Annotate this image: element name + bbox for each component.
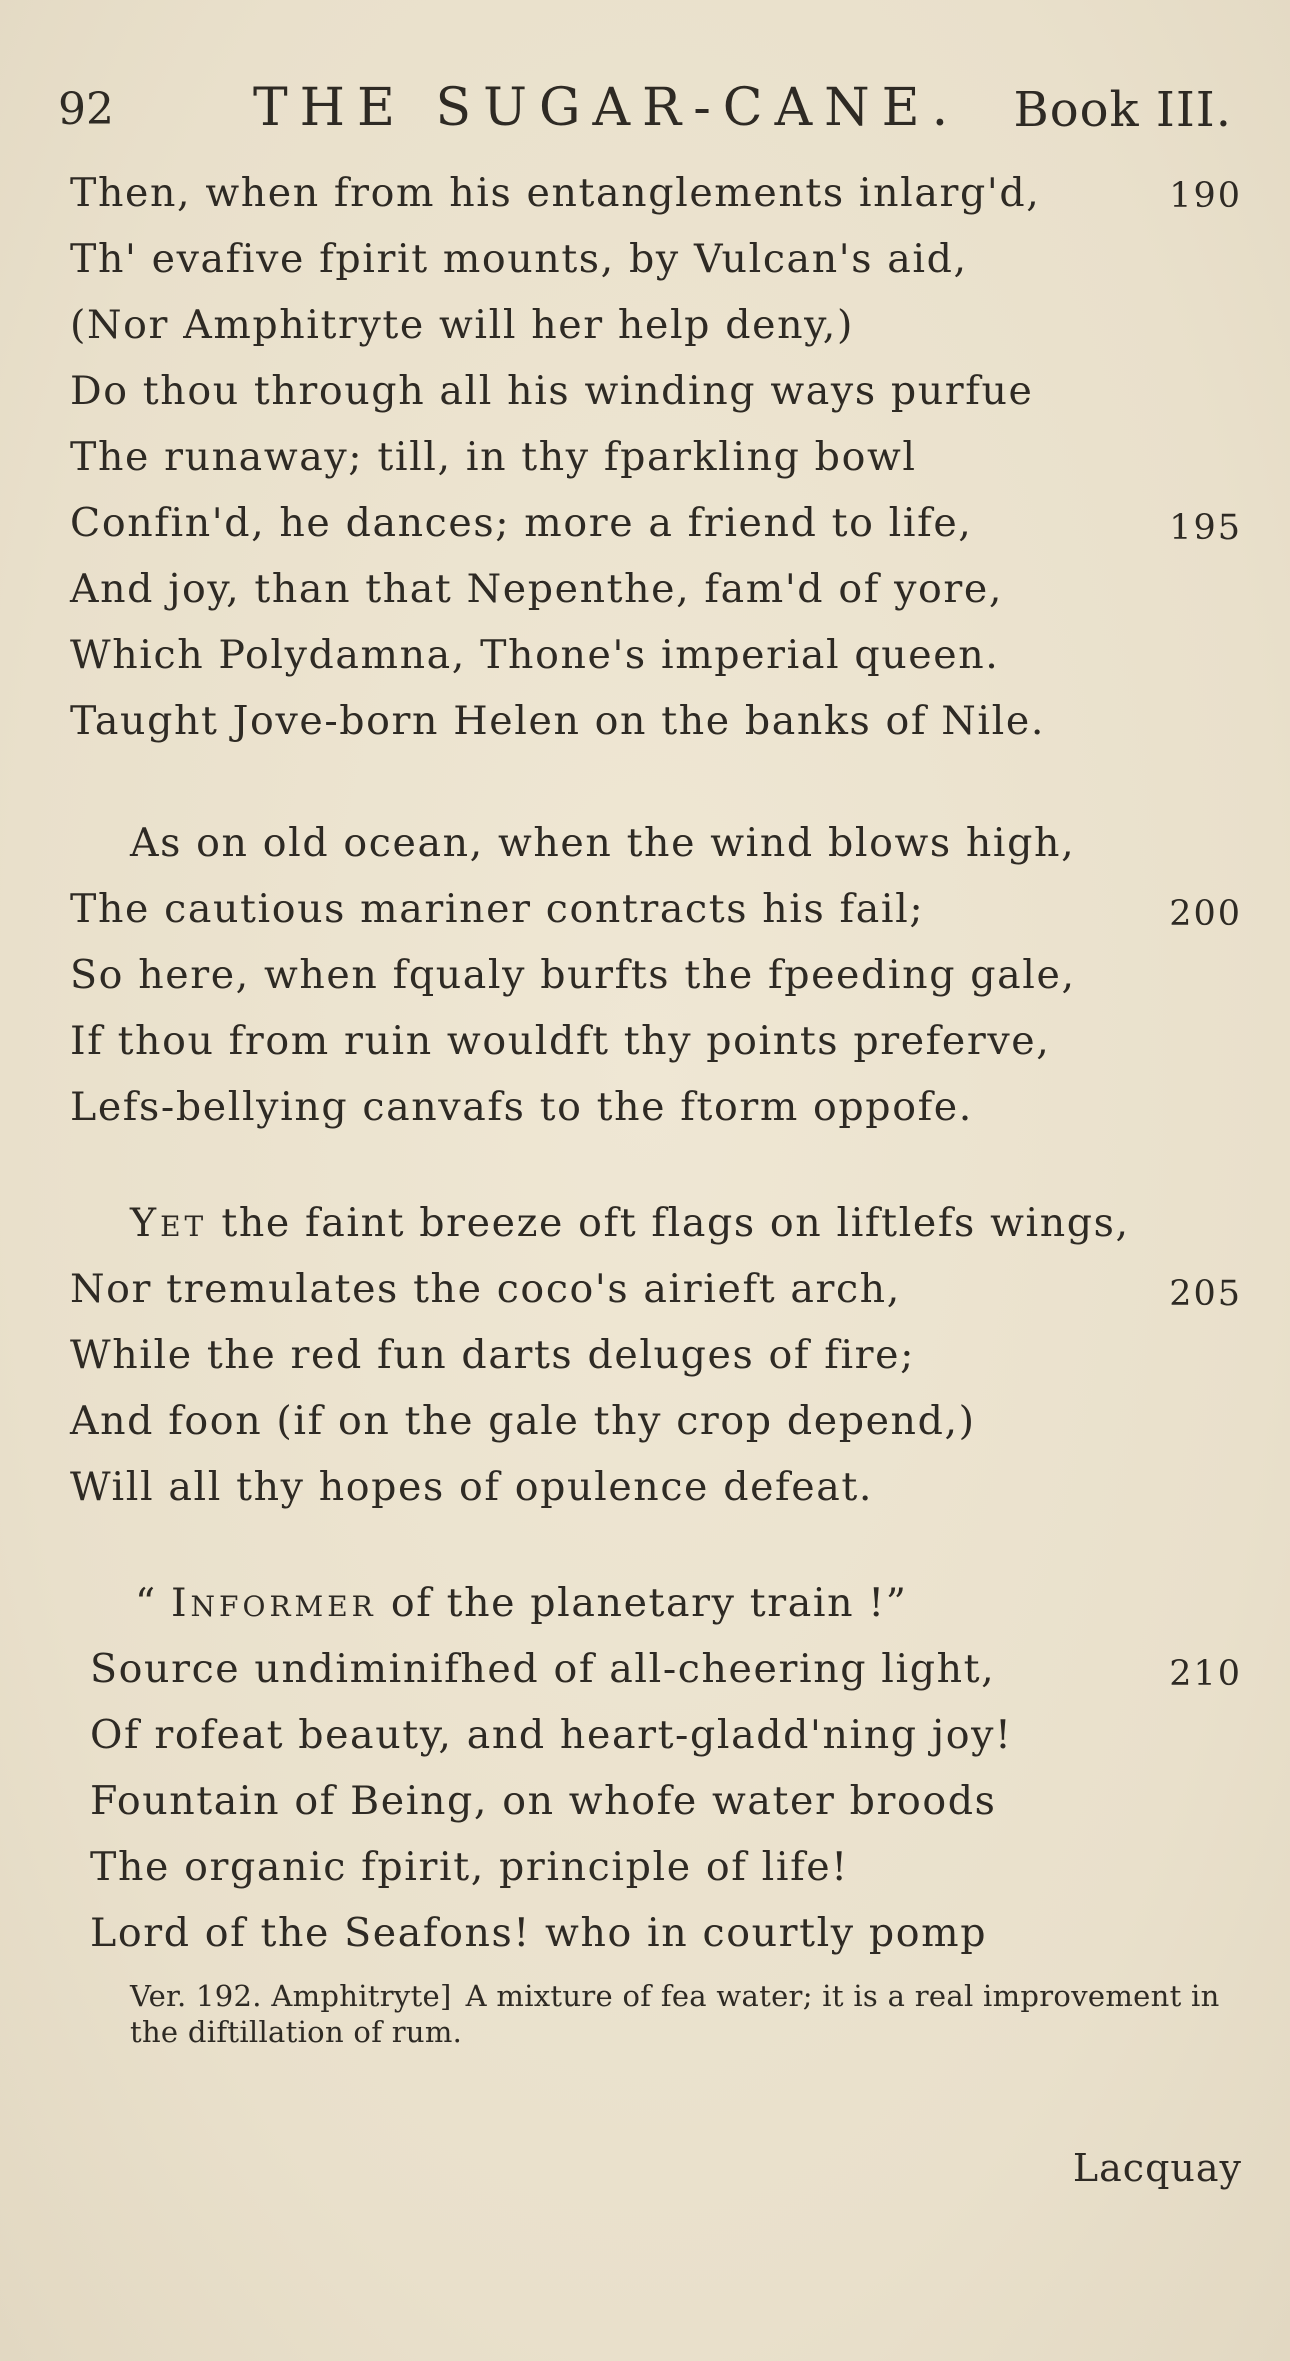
- verse-line: The runaway; till, in thy fparkling bowl: [70, 434, 917, 480]
- verse-line: The organic fpirit, principle of life!: [90, 1844, 849, 1890]
- line-number: 200: [1169, 894, 1242, 934]
- verse-line: “ Informer of the planetary train !”: [135, 1580, 908, 1626]
- verse-line: Which Polydamna, Thone's imperial queen.: [70, 632, 1000, 678]
- verse-line: Source undiminifhed of all-cheering light,: [90, 1646, 996, 1692]
- footnote-reference: Ver. 192. Amphitryte]: [130, 1979, 452, 2013]
- book-label: Book III.: [1013, 82, 1232, 138]
- verse-line: Of rofeat beauty, and heart-gladd'ning joy!: [90, 1712, 1013, 1758]
- line-number: 195: [1169, 508, 1242, 548]
- line-number: 205: [1169, 1274, 1242, 1314]
- small-caps-lead: Yet: [130, 1200, 208, 1246]
- verse-line: (Nor Amphitryte will her help deny,): [70, 302, 854, 348]
- verse-line: While the red fun darts deluges of fire;: [70, 1332, 916, 1378]
- verse-line: The cautious mariner contracts his fail;: [70, 886, 925, 932]
- footnote: [130, 1978, 1250, 2050]
- catchword: Lacquay: [1072, 2146, 1242, 2190]
- verse-line: So here, when fqualy burfts the fpeeding gale,: [70, 952, 1076, 998]
- verse-line: Confin'd, he dances; more a friend to life,: [70, 500, 973, 546]
- verse-line: Lefs-bellying canvafs to the ftorm oppofe.: [70, 1084, 973, 1130]
- verse-line: Do thou through all his winding ways purfue: [70, 368, 1034, 414]
- verse-line: Then, when from his entanglements inlarg'd,: [70, 170, 1041, 216]
- verse-line: And foon (if on the gale thy crop depend,): [70, 1398, 976, 1444]
- page-number: 92: [58, 84, 114, 135]
- verse-line: Nor tremulates the coco's airieft arch,: [70, 1266, 901, 1312]
- verse-line: Th' evafive fpirit mounts, by Vulcan's aid,: [70, 236, 968, 282]
- small-caps-lead: Informer: [170, 1580, 377, 1626]
- line-number: 210: [1169, 1654, 1242, 1694]
- verse-line: Taught Jove-born Helen on the banks of Nile.: [70, 698, 1046, 744]
- verse-line: And joy, than that Nepenthe, fam'd of yore,: [70, 566, 1003, 612]
- footnote-text: A mixture of fea water; it is a real improvement in the diftillation of rum.: [130, 1979, 1220, 2049]
- running-title: THE SUGAR-CANE.: [253, 78, 961, 138]
- verse-line: Will all thy hopes of opulence defeat.: [70, 1464, 874, 1510]
- verse-line: Fountain of Being, on whofe water broods: [90, 1778, 997, 1824]
- verse-line: Lord of the Seafons! who in courtly pomp: [90, 1910, 988, 1956]
- verse-line: As on old ocean, when the wind blows high,: [130, 820, 1076, 866]
- verse-line: Yet the faint breeze oft flags on liftlefs wings,: [130, 1200, 1130, 1246]
- line-number: 190: [1169, 176, 1242, 216]
- running-head: [58, 78, 1232, 148]
- verse-line: If thou from ruin wouldft thy points preferve,: [70, 1018, 1051, 1064]
